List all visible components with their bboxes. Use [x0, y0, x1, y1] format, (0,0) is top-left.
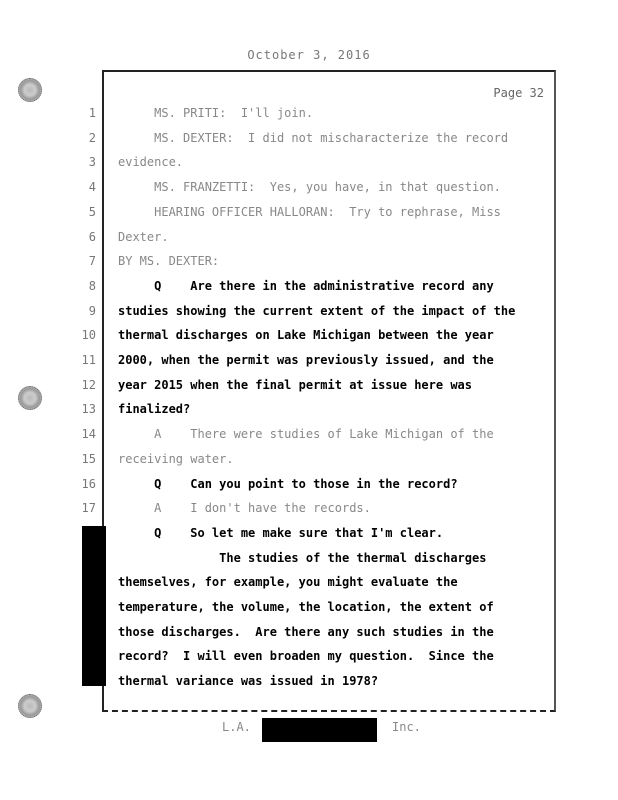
- transcript-line: temperature, the volume, the location, the extent of: [118, 600, 494, 614]
- header-date: October 3, 2016: [247, 48, 371, 62]
- page-number: Page 32: [493, 86, 544, 100]
- transcript-line: thermal variance was issued in 1978?: [118, 674, 379, 688]
- transcript-line: MS. FRANZETTI: Yes, you have, in that question.: [118, 180, 501, 194]
- line-number: 14: [81, 427, 96, 441]
- transcript-line: finalized?: [118, 402, 191, 416]
- transcript-line: receiving water.: [118, 452, 234, 466]
- line-number: 1: [88, 106, 96, 120]
- transcript-line: 2000, when the permit was previously issued, and the: [118, 353, 494, 367]
- redaction-bar: [82, 526, 106, 686]
- line-number: 12: [81, 378, 96, 392]
- transcript-line: Q Are there in the administrative record any: [118, 279, 494, 293]
- transcript-line: MS. DEXTER: I did not mischaracterize the record: [118, 131, 509, 145]
- line-number: 13: [81, 402, 96, 416]
- transcript-line: evidence.: [118, 155, 184, 169]
- punch-hole-icon: [18, 386, 42, 410]
- transcript-line: studies showing the current extent of the impact of the: [118, 304, 516, 318]
- footer-right-text: Inc.: [392, 720, 421, 734]
- transcript-line: A I don't have the records.: [118, 501, 371, 515]
- transcript-line: Dexter.: [118, 230, 169, 244]
- redaction-bar: [262, 718, 377, 742]
- line-number: 15: [81, 452, 96, 466]
- transcript-line: MS. PRITI: I'll join.: [118, 106, 314, 120]
- line-number: 2: [88, 131, 96, 145]
- line-number: 8: [88, 279, 96, 293]
- transcript-line: year 2015 when the final permit at issue here was: [118, 378, 473, 392]
- transcript-line: those discharges. Are there any such studies in the: [118, 625, 494, 639]
- line-number: 5: [88, 205, 96, 219]
- punch-hole-icon: [18, 694, 42, 718]
- line-number: 3: [88, 155, 96, 169]
- line-number: 6: [88, 230, 96, 244]
- transcript-line: Q So let me make sure that I'm clear.: [118, 526, 444, 540]
- transcript-line: thermal discharges on Lake Michigan between the year: [118, 328, 494, 342]
- line-number: 7: [88, 254, 96, 268]
- line-number: 17: [81, 501, 96, 515]
- transcript-line: HEARING OFFICER HALLORAN: Try to rephrase, Miss: [118, 205, 501, 219]
- punch-hole-icon: [18, 78, 42, 102]
- line-number: 10: [81, 328, 96, 342]
- footer-left-text: L.A.: [222, 720, 251, 734]
- transcript-line: BY MS. DEXTER:: [118, 254, 220, 268]
- line-number: 9: [88, 304, 96, 318]
- line-number: 4: [88, 180, 96, 194]
- transcript-line: record? I will even broaden my question. Since the: [118, 649, 494, 663]
- transcript-line: themselves, for example, you might evaluate the: [118, 575, 458, 589]
- transcript-line: The studies of the thermal discharges: [118, 551, 487, 565]
- transcript-line: Q Can you point to those in the record?: [118, 477, 458, 491]
- line-number: 16: [81, 477, 96, 491]
- transcript-line: A There were studies of Lake Michigan of the: [118, 427, 494, 441]
- line-number: 11: [81, 353, 96, 367]
